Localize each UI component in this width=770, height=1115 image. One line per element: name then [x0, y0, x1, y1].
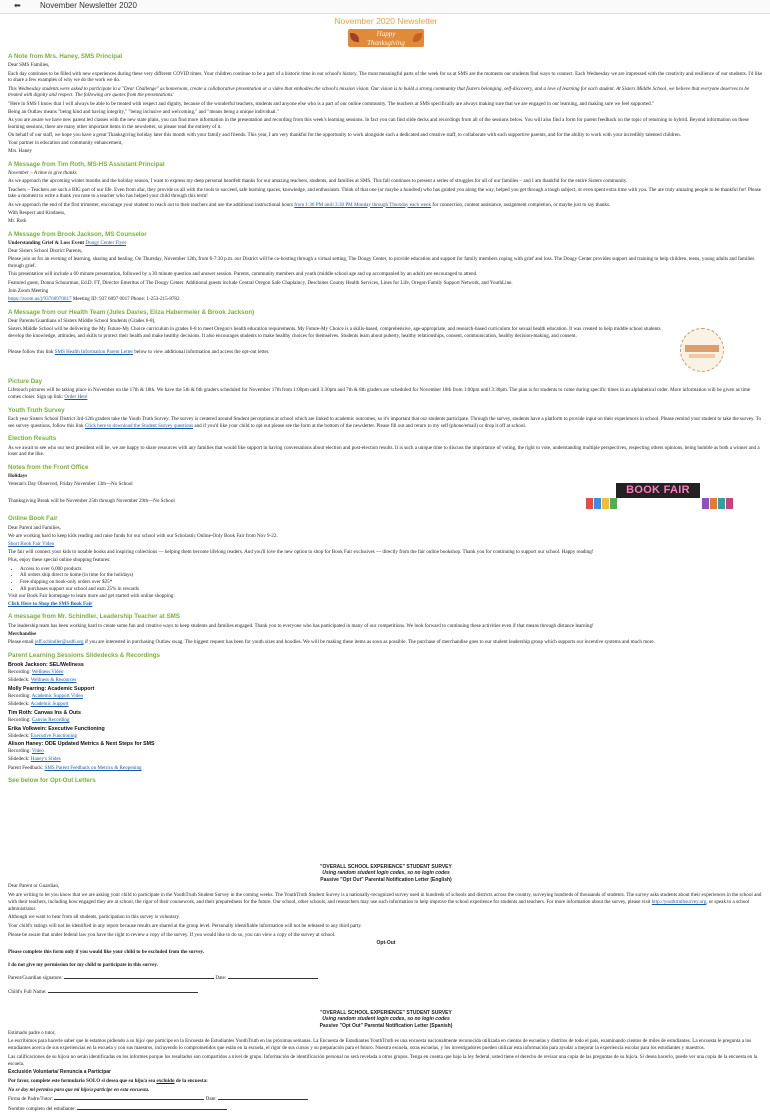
book-fair-sign: BOOK FAIR — [616, 483, 700, 498]
session-link[interactable]: Wellness Video — [31, 668, 64, 675]
assistant-signature: Mr. Roth — [8, 218, 27, 225]
health-letter-link[interactable]: SMS Health Information Parent Letter — [54, 349, 134, 356]
principal-closing: Your partner in education and community enhancement, — [8, 140, 123, 147]
youth-truth-text: Each year Sisters School District 3rd-12th graders take the Youth Truth Survey. The survey is centered around Student perceptions at school which are linked to academic outcomes, so it's important that our students participate. Through the survey, students have a platform to provide input on their experiences in school. Please remind your student to take the survey. To see survey questions, follow this link Click here to download the Student Survey questions and if you'd like your child to opt out please see the form at the bottom of the newsletter. Please fill out and return to my self (phone/email) or drop it off at school. — [8, 415, 761, 429]
principal-paragraph: Each day continues to be filled with new experiences during these very different COVID times. Your children continue to be a part of a historic time in our school's history. The most meaningful parts of the week for us at SMS are the moments our students find ways to connect. Each Wednesday we are impressed with the creativity and resilience of our students. I'd like to share a few examples of why we do the work we do. — [8, 70, 763, 84]
counselor-paragraph: This presentation will include a 60 minute presentation, followed by a 30 minute question and answer session. Parents, community members and youth (middle school age and up accompanied by an adult) are encouraged to attend. — [8, 271, 478, 278]
child-name-field[interactable] — [48, 988, 198, 993]
back-arrow-icon[interactable]: ⬅ — [14, 1, 21, 10]
youth-truth-heading: Youth Truth Survey — [8, 406, 65, 414]
date-field[interactable] — [218, 1095, 308, 1100]
list-item: • All purchases support our school and earn 25% in rewards — [20, 586, 764, 593]
child-name-field[interactable] — [77, 1105, 227, 1110]
assistant-subtitle: November – A time to give thanks — [8, 170, 77, 177]
schindler-text: The leadership team has been working hard to create some fun and creative ways to keep students and families engaged. Thank you to everyone who has participated in many of our competitions. We look forward to continuing these activities even if that means through distance learning! — [8, 622, 594, 629]
assistant-paragraph: As we approach the upcoming winter months and the holiday season, I want to express my deep personal heartfelt thanks for our amazing teachers, students, and families at SMS. This fall continues to present a series of struggles for all of our families – and I am thankful for the entire Sisters community. — [8, 178, 628, 185]
session-group: Alison Haney: ODE Updated Metrics & Next Steps for SMS Recording: Video Slidedeck: Haney's Slides Parent Feedback: SMS Parent Feedback on Metrics & Reopening — [8, 741, 155, 771]
counselor-heading: A Message from Brook Jackson, MS Counselor — [8, 230, 147, 238]
principal-paragraph: On behalf of our staff, we hope you have a great Thanksgiving holiday later this month with your family and friends. This year, I am very thankful for the opportunity to work alongside such a dedicated and creative staff, to collaborate with such supportive parents, and for the ability to work with your incredibly talented children. — [8, 131, 681, 138]
health-subtitle: Dear Parents/Guardians of Sisters Middle School Students (Grades 6-8), — [8, 317, 156, 324]
front-office-heading: Notes from the Front Office — [8, 463, 89, 471]
zoom-line: https://zoom.us/j/93760970017 Meeting ID: 937 6097 0017 Phone: 1-253-215-8782 — [8, 295, 180, 302]
list-item: • Free shipping on book-only orders over $25* — [20, 579, 764, 586]
holiday-line: Veteran's Day Observed, Friday November 13th—No School — [8, 481, 133, 488]
principal-paragraph: This Wednesday students were asked to participate in a "Dear Challenge" as homeroom, create a collaborative presentation or a video that embodies the school's mission vision. Our vision is to build a strong community that fosters belonging, self-discovery, and a love of learning for each student. At Sisters Middle School, we believe that everyone deserves to be treated with dignity and respect. The following are quotes from the presentations: — [8, 85, 750, 99]
list-item: • Access to over 6,000 products — [20, 566, 764, 573]
session-group: Brook Jackson: SEL/Wellness Recording: Wellness Video Slidedeck: Wellness & Resources — [8, 662, 84, 684]
session-link[interactable]: Academic Support — [30, 701, 69, 708]
principal-greeting: Dear SMS Families, — [8, 62, 50, 69]
assistant-heading: A Message from Tim Roth, MS-HS Assistant Principal — [8, 161, 165, 169]
assistant-paragraph: As we approach the end of the first trimester, encourage your student to reach out to their teachers and use the additional instructional hours from 1:30 PM until 3:30 PM Monday through Thursday each week for connection, content assistance, assignment completion, or maybe just to say thanks. — [8, 201, 611, 208]
signature-field[interactable] — [54, 1095, 204, 1100]
principal-quote: "Here in SMS I know that I will always be able to be treated with respect and dignity, because of the wonderful teachers, students and anyone else who is a part of our online community. The teachers at SMS specifically are always making sure that we are engaged in our learning, and making sure we feel supported." — [8, 100, 655, 107]
session-link[interactable]: Wellness & Resources — [30, 677, 77, 684]
zoom-label: Join Zoom Meeting — [8, 287, 49, 294]
dougy-flyer-link[interactable]: Dougy Center Flyer — [85, 239, 127, 246]
picture-day-heading: Picture Day — [8, 378, 43, 386]
holiday-line: Thanksgiving Break will be November 25th through November 29th—No School — [8, 497, 175, 504]
principal-paragraph: As you are aware we have new parent led classes with the new state plans, you can find more information in the presentation and recording from this week's learning sessions. In fact you can find slide decks and recordings from all of the sessions below. You will also find a form for parent feedback on the topic of returning to hybrid. Beyond information on these learning sessions, there are many other important items in the newsletter, so please read the entirety of it. — [8, 116, 749, 130]
session-group: Tim Roth: Canvas Ins & Outs Recording: Canvas Recording — [8, 709, 81, 723]
thanksgiving-banner — [348, 29, 424, 47]
schindler-heading: A message from Mr. Schindler, Leadership Teacher at SMS — [8, 613, 180, 621]
newsletter-title: November 2020 Newsletter — [334, 16, 438, 26]
survey-form-es: Estimado padre o tutor, Le escribimos para hacerle saber que le estamos pidiendo a su hijo/ que participe en la Encuesta de Estudiantes YouthTruth en las próximas semanas. La Encuesta de Estudiantes YouthTruth es una encuesta nacionalmente reconocida utilizada en cientos de escuelas y distritos de todo el país, examinando cientos de miles de estudiantes. La encuesta le pregunta a los estudiantes acerca de sus experiencias en la escuela y con sus maestros, incluyendo lo comprometidos que están en la escuela, el rigor de sus cursos y su preparación para el futuro. Nuestra escuela, otras escuelas, y los investigadores pueden utilizar esta información para ayudar a mejorar la experiencia escolar para los estudiantes y maestros. Las calificaciones de su hijo/a no serán identificadas en los informes porque los resultados son compartidos a nivel de grupo. Información de identificación personal no será revelada a otros grupos. Tenga en cuenta que bajo la ley federal, usted tiene el derecho de revisar una copia de las preguntas de su hijo/a. Si desea hacerlo, puede ver una copia de la encuesta en la escuela. Exclusión Voluntaria/ Renuncia a Participar Por favor, complete este formulario SOLO si desea que su hijo/a sea excluido de la encuesta: No se doy mi permiso para que mi hijo/a participe en esta encuesta. Firma de Padre/Tutor: Date: Nombre completo del estudiante: — [8, 1030, 764, 1113]
session-group: Molly Pearring: Academic Support Recording: Academic Support Video Slidedeck: Academic Support — [8, 685, 95, 708]
merchandise-label: Merchandise — [8, 630, 37, 637]
signature-field[interactable] — [64, 974, 214, 979]
picture-day-text: Lifetouch pictures will be taking place in November on the 17th & 18th. We have the 5th & 6th graders scheduled for November 17th from 1:00pm until 3:30pm and 7th & 8th graders are scheduled for November 18th from 1:00pm until 3:30pm. The plan is for students to come during specific times in an alphabetical order. More information will be given as time comes closer. Sign up link: Order Here — [8, 387, 751, 400]
election-text: As we await to see who our next president will be, we are happy to share resources with any families that would like support in having conversations about election and post-election results. It is such a unique time to discuss the importance of voting, the right to vote, understanding multiple perspectives, respecting others opinions, being humble as both a winner and a loser and the like. — [8, 444, 760, 458]
survey-title-en: "OVERALL SCHOOL EXPERIENCE" STUDENT SURVEY Using random student login codes, so no login codes Passive "Opt Out" Parental Notification Letter (English) — [320, 863, 452, 883]
health-heading: A Message from our Health Team (Jules Davies, Eliza Habermeier & Brook Jackson) — [8, 308, 255, 316]
book-fair-paragraph: Plus, enjoy these special online shopping features: — [8, 557, 111, 564]
assistant-closing: With Respect and Kindness, — [8, 209, 66, 216]
book-fair-greeting: Dear Parent and Families, — [8, 524, 61, 531]
session-link[interactable]: Executive Functioning — [30, 732, 78, 739]
book-fair-paragraph: Visit our Book Fair homepage to learn more and get started with online shopping: — [8, 592, 175, 599]
election-heading: Election Results — [8, 435, 57, 443]
session-group: Erika Volkwein: Executive Functioning Slidedeck: Executive Functioning — [8, 725, 105, 739]
opt-out-label: Opt-Out — [376, 940, 396, 947]
list-item: • All orders ship direct to home (in time for the holidays) — [20, 572, 764, 579]
assistant-paragraph: Teachers – Teachers are such a BIG part of our life. Even from afar, they provide us all with the tools to succeed, safe learning spaces, knowledge, and enthusiasm. Think of that one (or maybe a hundred) who has guided you along the way, helped you get through a tough subject, or even spent extra time with you. The are truly amazing people to be thankful for! Please take a moment to write a thank you note to a teacher who has helped your child through this term! — [8, 186, 761, 200]
counselor-paragraph: Please join us for an evening of learning, sharing and healing. On Thursday, November 12th, from 6-7:30 p.m. our District will be co-hosting through a virtual setting, The Dougy Center, to provide education and support for family members coping with grief and loss. The Dougy Center provides support and training to help children, teens, young adults and families through grief. — [8, 256, 755, 270]
health-link-line: Please follow this link SMS Health Information Parent Letter below to view additional information and access the opt-out letter. — [8, 349, 270, 356]
opt-out-heading: See below for Opt-Out Letters — [8, 777, 96, 785]
counselor-greeting: Dear Sisters School District Parents, — [8, 248, 83, 255]
banner-text: Thanksgiving — [367, 38, 405, 47]
opt-out-label: Exclusión Voluntaria/ Renuncia a Participar — [8, 1069, 111, 1076]
principal-signature: Mrs. Haney — [8, 148, 33, 155]
grief-event-line: Understanding Grief & Loss Event Dougy Center Flyer — [8, 239, 127, 246]
session-link[interactable]: Haney's Slides — [30, 756, 61, 763]
date-field[interactable] — [228, 974, 318, 979]
health-paragraph: Sisters Middle School will be delivering the My Future-My Choice curriculum in grades 6-8 to meet Oregon's health education requirements. My Future-My Choice is a skills-based, comprehensive, age-appropriate, and research-based curriculum for sexual health education. It was created to help middle school students develop the knowledge, attitudes, and skills to protect their health and make healthy decisions. It also encourages students to make healthy choices for themselves. Students learn about puberty, healthy relationships, consent, communication, healthy decision-making, and consent. — [8, 326, 661, 339]
top-bar — [0, 0, 770, 14]
holidays-label: Holidays — [8, 473, 28, 480]
book-fair-feature-list — [20, 566, 764, 593]
principal-heading: A Note from Mrs. Haney, SMS Principal — [8, 53, 123, 61]
email-link[interactable]: jeff.schindler@ssd6.org — [34, 639, 84, 646]
session-link[interactable]: Video — [31, 748, 44, 755]
session-link[interactable]: Canvas Recording — [31, 716, 70, 723]
survey-form-en: Dear Parent or Guardian, We are writing to let you know that we are asking your child to participate in the YouthTruth Student Survey in the coming weeks. The YouthTruth Student Survey is a nationally-recognized survey used in hundreds of schools and districts across the country, surveying hundreds of thousands of students. The survey asks students about their experiences in the school and with their teachers, including how engaged they are at school, the rigor of their coursework, and their preparedness for the future. Our school, other schools, and researchers may use such information to help improve the school experience for students and teachers. For more information about the survey, please visit http://youthtruthsurvey.org, or speak to a school administrator. Although we want to hear from all students, participation in this survey is voluntary. Your child's ratings will not be identified in any report because results are shared at the group level. Personally identifiable information will not be released to any third party. Please be aware that under federal law you have the right to review a copy of the survey. If you would like to do so, you can view a copy of the survey at school. Opt-Out Please complete this form only if you would like your child to be excluded from the survey. I do not give my permission for my child to participate in this survey. Parent/Guardian signature: Date: Child's Full Name: — [8, 883, 764, 996]
window-title: November Newsletter 2020 — [40, 1, 137, 10]
book-fair-paragraph: We are working hard to keep kids reading and raise funds for our school with our Scholastic Online-Only Book Fair from Nov 9-22. — [8, 532, 278, 539]
book-fair-image — [584, 481, 734, 509]
session-link[interactable]: Academic Support Video — [31, 692, 84, 699]
principal-quote: Being an Outlaw means "being kind and having integrity," "being inclusive and welcoming," and "means being a unique individual." — [8, 108, 279, 115]
thanksgiving-badge-icon — [680, 328, 724, 372]
banner-text: Happy — [376, 30, 396, 39]
zoom-link[interactable]: https://zoom.us/j/93760970017 — [8, 295, 72, 302]
youthtruth-link[interactable]: http://youthtruthsurvey.org — [651, 898, 707, 905]
book-fair-video-link[interactable]: Short Book Fair Video — [8, 541, 55, 547]
shop-book-fair-link[interactable]: Click Here to Shop the SMS Book Fair — [8, 600, 93, 607]
newsletter-document — [8, 14, 764, 1115]
sessions-heading: Parent Learning Sessions Slidedecks & Recordings — [8, 651, 160, 659]
book-fair-paragraph: The fair will connect your kids to notable books and inspiring collections — helping them become lifelong readers. And you'll love the new option to shop for Book Fair exclusives — directly from the fair online bookshop. Thank you for continuing to support our school. Happy reading! — [8, 549, 594, 556]
order-here-link[interactable]: Order Here — [64, 394, 88, 400]
survey-title-es: "OVERALL SCHOOL EXPERIENCE" STUDENT SURVEY Using random student login codes, so no login codes Passive "Opt Out" Parental Notification Letter (Spanish) — [319, 1009, 453, 1030]
instructional-hours-link[interactable]: from 1:30 PM until 3:30 PM Monday through Thursday each week — [294, 201, 432, 208]
survey-questions-link[interactable]: Click here to download the Student Survey questions — [84, 422, 194, 429]
book-fair-heading: Online Book Fair — [8, 515, 58, 523]
parent-feedback-link[interactable]: SMS Parent Feedback on Metrics & Reopening — [44, 764, 142, 771]
merchandise-text: Please email jeff.schindler@ssd6.org if you are interested in purchasing Outlaw swag. The biggest request has been for youth sizes and hoodies. We will be making these items as soon as possible. The purchase of merchandise goes to our student leadership group which supports our incentive systems and much more. — [8, 639, 655, 646]
counselor-paragraph: Featured guest, Donna Schuurman, Ed.D. FT, Director Emeritus of The Dougy Center. Additional guests include Central Oregon Safe Chaplaincy, Deschutes County Health Services, Lines for Life, Oregon Family Support Network, and YouthLine. — [8, 279, 513, 286]
